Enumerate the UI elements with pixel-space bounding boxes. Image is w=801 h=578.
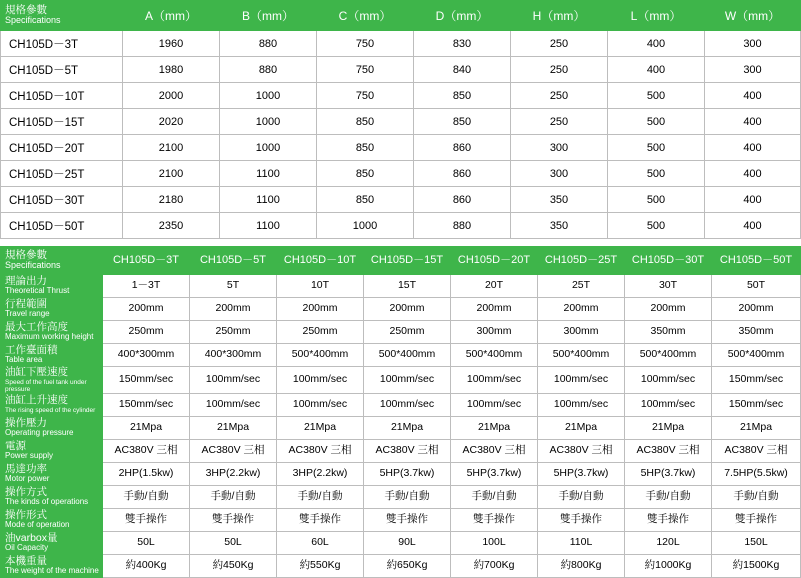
cell-d: 880 [414,213,511,239]
spec-column-header-30t: CH105D－30T [625,247,712,275]
spec-label-cn: 油缸下壓速度 [5,366,68,378]
spec-label-en: Theoretical Thrust [5,286,70,296]
spec-label-en: The kinds of operations [5,497,89,507]
spec-cell: 20T [451,275,538,298]
spec-cell: 500*400mm [538,344,625,367]
table-row [1,135,801,161]
spec-cell: 100mm/sec [538,393,625,416]
spec-cell: 5HP(3.7kw) [625,462,712,485]
cell-c: 850 [317,161,414,187]
cell-c: 750 [317,31,414,57]
spec-cell: AC380V 三相 [277,439,364,462]
column-header-a: A（mm） [123,1,220,31]
table-row [1,275,801,298]
spec-label-en: Maximum working height [5,332,94,342]
spec-row-label [1,485,103,508]
cell-b: 1100 [220,213,317,239]
spec-column-header-15t: CH105D－15T [364,247,451,275]
cell-b: 1000 [220,109,317,135]
table-row [1,416,801,439]
spec-label-cn: 本機重量 [5,554,47,567]
cell-a: 2180 [123,187,220,213]
cell-b: 880 [220,57,317,83]
specifications-header-row [1,247,801,275]
spec-cell: 21Mpa [190,416,277,439]
spec-cell: AC380V 三相 [190,439,277,462]
cell-w: 400 [705,135,801,161]
cell-c: 1000 [317,213,414,239]
spec-row-label [1,298,103,321]
cell-a: 2000 [123,83,220,109]
spec-cell: 21Mpa [103,416,190,439]
table-row [1,554,801,577]
spec-label-cn: 電源 [5,439,26,452]
spec-cell: 100mm/sec [277,367,364,394]
dimensions-corner-header [1,1,123,31]
dimensions-table [0,0,801,239]
spec-label-cn: 工作臺面積 [5,343,58,356]
spec-cell: 120L [625,531,712,554]
column-header-w: W（mm） [705,1,801,31]
cell-w: 300 [705,57,801,83]
spec-cell: 300mm [451,321,538,344]
cell-l: 400 [608,31,705,57]
cell-w: 300 [705,31,801,57]
table-row [1,531,801,554]
spec-cell: AC380V 三相 [451,439,538,462]
spec-cell: 150mm/sec [103,393,190,416]
model-label: CH105D－15T [1,109,123,135]
spec-cell: 雙手操作 [538,508,625,531]
column-header-d: D（mm） [414,1,511,31]
spec-cell: AC380V 三相 [712,439,801,462]
spec-label-en: Power supply [5,451,54,461]
spec-column-header-10t: CH105D－10T [277,247,364,275]
spec-cell: 雙手操作 [451,508,538,531]
spec-cell: 約1500Kg [712,554,801,577]
cell-w: 400 [705,109,801,135]
spec-cell: 500*400mm [451,344,538,367]
cell-l: 500 [608,213,705,239]
spec-cell: 200mm [190,298,277,321]
spec-cell: 100mm/sec [277,393,364,416]
cell-d: 860 [414,135,511,161]
cell-w: 400 [705,213,801,239]
table-row [1,298,801,321]
spec-cell: 200mm [625,298,712,321]
corner-label-en: Specifications [5,260,61,271]
spec-cell: 250mm [364,321,451,344]
table-row [1,161,801,187]
cell-h: 300 [511,161,608,187]
table-row [1,321,801,344]
spec-cell: 400*300mm [190,344,277,367]
spec-cell: 250mm [190,321,277,344]
table-row [1,344,801,367]
spec-cell: 5T [190,275,277,298]
spec-cell: 500*400mm [625,344,712,367]
table-row [1,439,801,462]
spec-cell: 100mm/sec [451,367,538,394]
cell-l: 500 [608,109,705,135]
table-row [1,31,801,57]
column-header-c: C（mm） [317,1,414,31]
cell-a: 2100 [123,135,220,161]
cell-a: 2350 [123,213,220,239]
cell-w: 400 [705,83,801,109]
cell-c: 850 [317,135,414,161]
spec-label-en: The rising speed of the cylinder [5,407,96,415]
table-row [1,393,801,416]
spec-column-header-50t: CH105D－50T [712,247,801,275]
spec-cell: 雙手操作 [712,508,801,531]
spec-label-cn: 操作方式 [5,485,47,498]
spec-cell: 雙手操作 [625,508,712,531]
spec-label-en: Oil Capacity [5,543,49,553]
spec-cell: 100mm/sec [364,393,451,416]
table-row [1,462,801,485]
spec-cell: 100mm/sec [451,393,538,416]
spec-row-label [1,321,103,344]
table-row [1,213,801,239]
spec-cell: 約800Kg [538,554,625,577]
spec-cell: 100L [451,531,538,554]
cell-d: 850 [414,109,511,135]
cell-h: 250 [511,31,608,57]
spec-label-en: The weight of the machine [5,566,99,576]
cell-c: 850 [317,187,414,213]
spec-label-en: Motor power [5,474,50,484]
table-row [1,367,801,394]
spec-cell: AC380V 三相 [364,439,451,462]
spec-label-cn: 理論出力 [5,274,47,287]
spec-cell: 200mm [103,298,190,321]
spec-cell: 100mm/sec [625,393,712,416]
spec-row-label [1,439,103,462]
spec-cell: 21Mpa [451,416,538,439]
model-label: CH105D－50T [1,213,123,239]
spec-cell: 手動/自動 [712,485,801,508]
cell-h: 300 [511,135,608,161]
spec-cell: 200mm [364,298,451,321]
spec-cell: 200mm [712,298,801,321]
spec-cell: 110L [538,531,625,554]
column-header-l: L（mm） [608,1,705,31]
cell-l: 500 [608,161,705,187]
cell-a: 1960 [123,31,220,57]
spec-label-cn: 油varbox量 [5,531,58,544]
spec-cell: 400*300mm [103,344,190,367]
spec-label-en: Mode of operation [5,520,70,530]
spec-cell: 手動/自動 [625,485,712,508]
spec-column-header-20t: CH105D－20T [451,247,538,275]
spec-row-label [1,554,103,577]
spec-cell: 100mm/sec [190,367,277,394]
spec-cell: 100mm/sec [538,367,625,394]
spec-row-label [1,531,103,554]
cell-b: 1100 [220,161,317,187]
spec-cell: 200mm [538,298,625,321]
spec-cell: 3HP(2.2kw) [277,462,364,485]
spec-column-header-5t: CH105D－5T [190,247,277,275]
cell-d: 840 [414,57,511,83]
cell-c: 850 [317,109,414,135]
spec-label-en: Operating pressure [5,428,74,438]
cell-b: 1000 [220,83,317,109]
spec-cell: 250mm [277,321,364,344]
spec-cell: 21Mpa [277,416,364,439]
spec-cell: 350mm [625,321,712,344]
model-label: CH105D－3T [1,31,123,57]
table-row [1,109,801,135]
model-label: CH105D－20T [1,135,123,161]
spec-cell: 100mm/sec [190,393,277,416]
spec-cell: 30T [625,275,712,298]
spec-row-label [1,393,103,416]
cell-a: 2100 [123,161,220,187]
spec-label-cn: 馬達功率 [5,462,47,475]
cell-h: 250 [511,109,608,135]
spec-cell: AC380V 三相 [538,439,625,462]
cell-h: 250 [511,83,608,109]
spec-cell: 5HP(3.7kw) [364,462,451,485]
spec-cell: 1－3T [103,275,190,298]
spec-cell: 21Mpa [538,416,625,439]
spec-cell: 500*400mm [712,344,801,367]
spec-row-label [1,416,103,439]
spec-cell: 約450Kg [190,554,277,577]
spec-cell: 約700Kg [451,554,538,577]
spec-row-label [1,508,103,531]
spec-cell: 21Mpa [712,416,801,439]
spec-cell: 雙手操作 [364,508,451,531]
spec-cell: 5HP(3.7kw) [451,462,538,485]
cell-l: 500 [608,187,705,213]
corner-label-en: Specifications [5,15,61,26]
spec-cell: 手動/自動 [451,485,538,508]
spec-cell: 21Mpa [625,416,712,439]
spec-label-cn: 行程範圍 [5,297,47,310]
spec-cell: 約1000Kg [625,554,712,577]
cell-l: 500 [608,83,705,109]
table-separator [0,239,800,246]
spec-cell: 60L [277,531,364,554]
cell-c: 750 [317,83,414,109]
spec-cell: 250mm [103,321,190,344]
spec-cell: 手動/自動 [538,485,625,508]
dimensions-header-row [1,1,801,31]
spec-cell: AC380V 三相 [625,439,712,462]
cell-b: 880 [220,31,317,57]
spec-cell: 100mm/sec [625,367,712,394]
spec-cell: 50L [190,531,277,554]
spec-cell: 150mm/sec [712,367,801,394]
spec-cell: 雙手操作 [277,508,364,531]
spec-cell: 約550Kg [277,554,364,577]
spec-label-cn: 操作壓力 [5,416,47,429]
spec-row-label [1,367,103,394]
model-label: CH105D－30T [1,187,123,213]
spec-cell: 7.5HP(5.5kw) [712,462,801,485]
model-label: CH105D－5T [1,57,123,83]
spec-cell: 300mm [538,321,625,344]
spec-cell: 200mm [451,298,538,321]
corner-label-cn: 規格參數 [5,249,47,262]
cell-a: 2020 [123,109,220,135]
spec-cell: 手動/自動 [103,485,190,508]
spec-cell: 手動/自動 [190,485,277,508]
spec-cell: 3HP(2.2kw) [190,462,277,485]
cell-d: 860 [414,187,511,213]
cell-l: 500 [608,135,705,161]
spec-cell: 150L [712,531,801,554]
spec-cell: 21Mpa [364,416,451,439]
table-row [1,83,801,109]
spec-row-label [1,462,103,485]
spec-cell: 約400Kg [103,554,190,577]
spec-cell: 手動/自動 [364,485,451,508]
cell-b: 1100 [220,187,317,213]
cell-w: 400 [705,187,801,213]
spec-label-en: Travel range [5,309,50,319]
spec-cell: 500*400mm [364,344,451,367]
spec-corner-header [1,247,103,275]
cell-d: 850 [414,83,511,109]
spec-label-cn: 操作形式 [5,508,47,521]
spec-cell: 350mm [712,321,801,344]
spec-row-label [1,344,103,367]
specifications-table [0,246,801,578]
spec-cell: 50T [712,275,801,298]
model-label: CH105D－10T [1,83,123,109]
corner-label-cn: 規格參數 [5,4,47,17]
table-row [1,485,801,508]
spec-cell: 500*400mm [277,344,364,367]
spec-cell: AC380V 三相 [103,439,190,462]
spec-row-label [1,275,103,298]
cell-w: 400 [705,161,801,187]
model-label: CH105D－25T [1,161,123,187]
spec-label-en: Table area [5,355,43,365]
table-row [1,57,801,83]
spec-cell: 雙手操作 [103,508,190,531]
cell-a: 1980 [123,57,220,83]
column-header-b: B（mm） [220,1,317,31]
cell-h: 350 [511,187,608,213]
spec-cell: 2HP(1.5kw) [103,462,190,485]
spec-cell: 雙手操作 [190,508,277,531]
spec-column-header-25t: CH105D－25T [538,247,625,275]
cell-d: 860 [414,161,511,187]
table-row [1,187,801,213]
spec-label-en: Speed of the fuel tank under pressure [5,378,87,393]
cell-b: 1000 [220,135,317,161]
spec-cell: 100mm/sec [364,367,451,394]
spec-cell: 200mm [277,298,364,321]
spec-label-cn: 油缸上升速度 [5,394,68,407]
cell-l: 400 [608,57,705,83]
spec-cell: 50L [103,531,190,554]
spec-cell: 約650Kg [364,554,451,577]
spec-cell: 手動/自動 [277,485,364,508]
spec-cell: 25T [538,275,625,298]
spec-cell: 5HP(3.7kw) [538,462,625,485]
cell-d: 830 [414,31,511,57]
cell-h: 250 [511,57,608,83]
column-header-h: H（mm） [511,1,608,31]
cell-h: 350 [511,213,608,239]
cell-c: 750 [317,57,414,83]
spec-label-cn: 最大工作高度 [5,320,68,333]
spec-cell: 10T [277,275,364,298]
spec-column-header-3t: CH105D－3T [103,247,190,275]
spec-cell: 90L [364,531,451,554]
spec-cell: 150mm/sec [103,367,190,394]
table-row [1,508,801,531]
spec-cell: 15T [364,275,451,298]
spec-cell: 150mm/sec [712,393,801,416]
